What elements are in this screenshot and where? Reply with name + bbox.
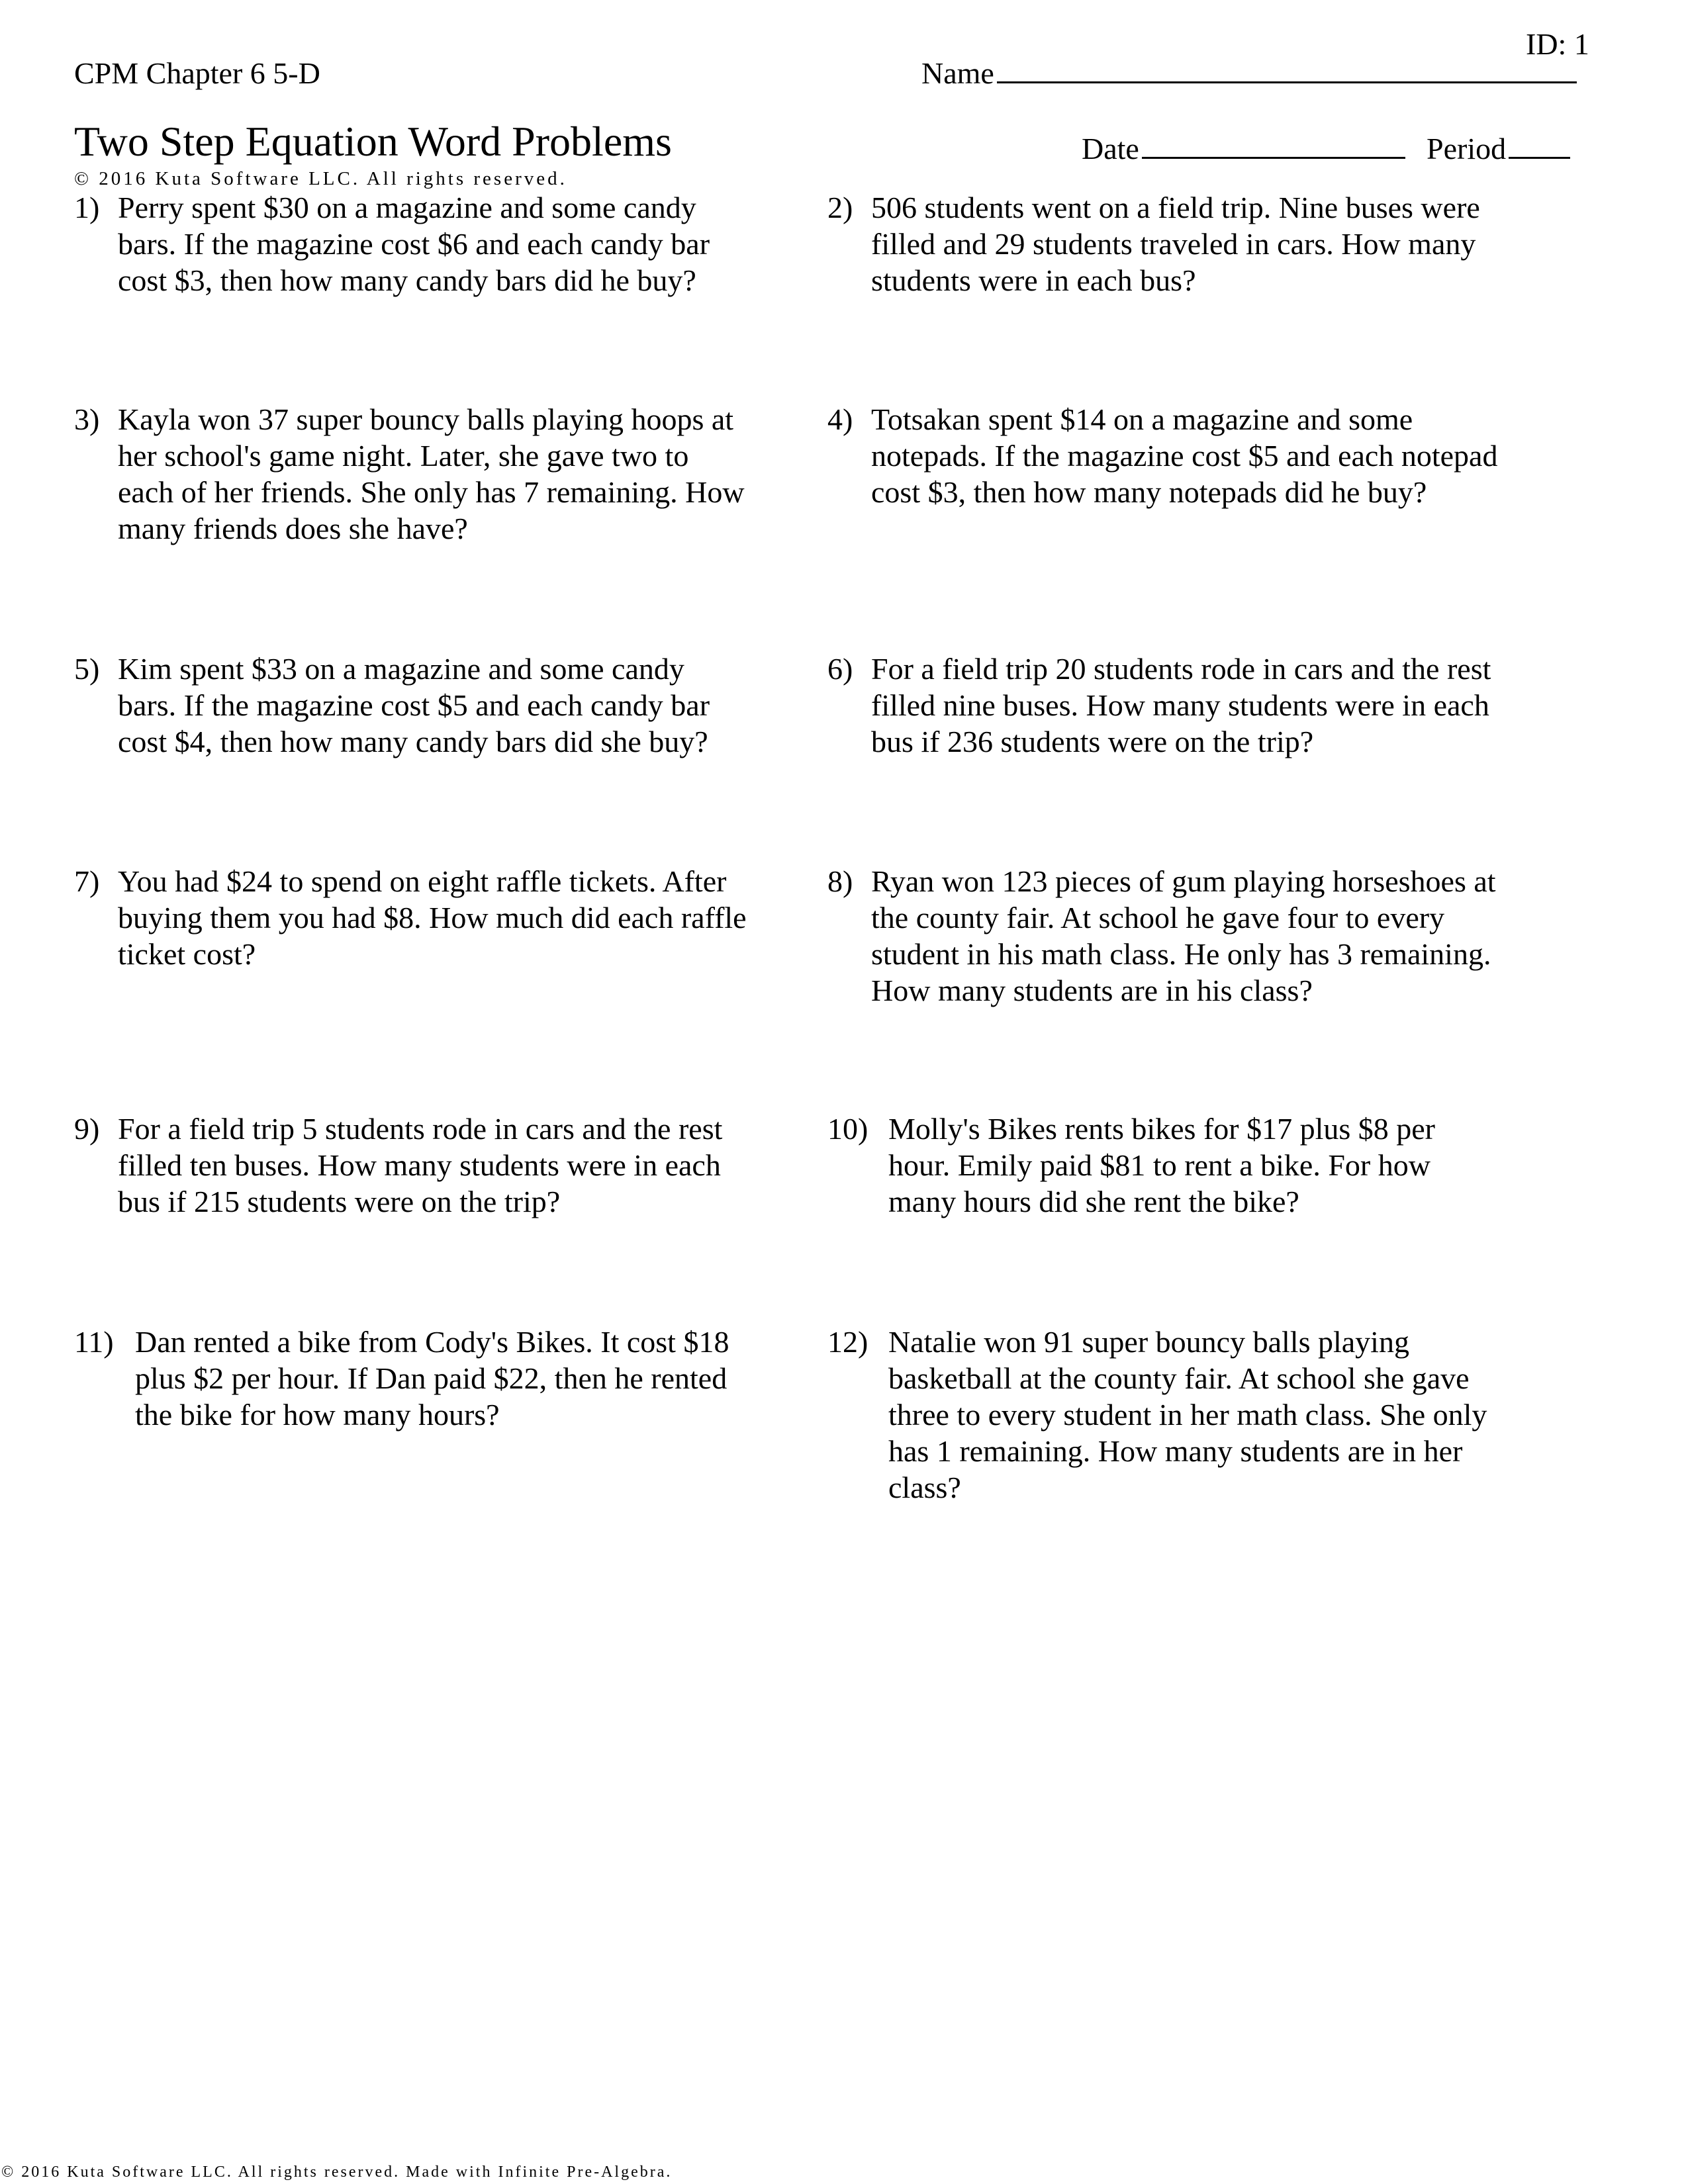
problem-item [74, 401, 749, 547]
problem-text: Dan rented a bike from Cody's Bikes. It cost $18 plus $2 per hour. If Dan paid $22, then he rented the bike for how many hours? [135, 1325, 729, 1432]
date-field[interactable] [1082, 134, 1405, 164]
period-label: Period [1427, 132, 1507, 165]
problem-item [74, 651, 749, 760]
problem-item [74, 1324, 749, 1433]
problem-item [74, 189, 749, 298]
problem-text: Natalie won 91 super bouncy balls playing basketball at the county fair. At school she gave three to every student in her math class. She only has 1 remaining. How many students are in her class? [888, 1325, 1487, 1504]
problem-number: 7) [74, 864, 100, 898]
copyright-notice: © 2016 Kuta Software LLC. All rights reserved. [74, 168, 567, 189]
course-label: CPM Chapter 6 5-D [74, 56, 320, 90]
problem-number: 9) [74, 1112, 100, 1146]
problem-number: 11) [74, 1325, 114, 1359]
period-blank-line [1509, 154, 1570, 159]
problem-item [74, 863, 749, 972]
worksheet-id: ID: 1 [1526, 27, 1589, 61]
problem-number: 12) [827, 1325, 868, 1359]
problem-item [827, 1324, 1503, 1506]
problem-text: Totsakan spent $14 on a magazine and some notepads. If the magazine cost $5 and each notepad cost $3, then how many notepads did he buy? [871, 402, 1498, 509]
problem-number: 10) [827, 1112, 868, 1146]
problem-number: 6) [827, 652, 853, 686]
problem-item [74, 1111, 749, 1220]
problem-text: For a field trip 5 students rode in cars and the rest filled ten buses. How many students were in each bus if 215 students were on the trip? [118, 1112, 723, 1218]
problem-text: Molly's Bikes rents bikes for $17 plus $8 per hour. Emily paid $81 to rent a bike. For how many hours did she rent the bike? [888, 1112, 1436, 1218]
footer-copyright: © 2016 Kuta Software LLC. All rights reserved. Made with Infinite Pre-Algebra. [1, 2163, 673, 2181]
problem-item [827, 189, 1503, 298]
problem-number: 4) [827, 402, 853, 436]
problem-text: For a field trip 20 students rode in cars and the rest filled nine buses. How many students were in each bus if 236 students were on the trip? [871, 652, 1491, 758]
date-blank-line [1142, 154, 1405, 159]
problem-item [827, 401, 1503, 510]
name-blank-line [997, 79, 1577, 83]
problem-text: 506 students went on a field trip. Nine buses were filled and 29 students traveled in cars. How many students were in each bus? [871, 191, 1480, 297]
problem-item [827, 1111, 1503, 1220]
problem-text: Ryan won 123 pieces of gum playing horseshoes at the county fair. At school he gave four to every student in his math class. He only has 3 remaining. How many students are in his class? [871, 864, 1496, 1007]
problem-number: 5) [74, 652, 100, 686]
problem-text: Kim spent $33 on a magazine and some candy bars. If the magazine cost $5 and each candy bar cost $4, then how many candy bars did she buy? [118, 652, 710, 758]
problem-item [827, 863, 1503, 1009]
problem-number: 2) [827, 191, 853, 224]
period-field[interactable] [1427, 134, 1570, 164]
name-label: Name [921, 56, 994, 90]
name-field[interactable] [921, 58, 1577, 89]
problem-number: 1) [74, 191, 100, 224]
page-title: Two Step Equation Word Problems [74, 118, 672, 165]
problem-number: 3) [74, 402, 100, 436]
problem-text: Kayla won 37 super bouncy balls playing hoops at her school's game night. Later, she gave two to each of her friends. She only has 7 remaining. How many friends does she have? [118, 402, 745, 545]
problem-number: 8) [827, 864, 853, 898]
problem-text: You had $24 to spend on eight raffle tickets. After buying them you had $8. How much did each raffle ticket cost? [118, 864, 747, 971]
problem-item [827, 651, 1503, 760]
problem-text: Perry spent $30 on a magazine and some candy bars. If the magazine cost $6 and each candy bar cost $3, then how many candy bars did he buy? [118, 191, 710, 297]
date-label: Date [1082, 132, 1139, 165]
